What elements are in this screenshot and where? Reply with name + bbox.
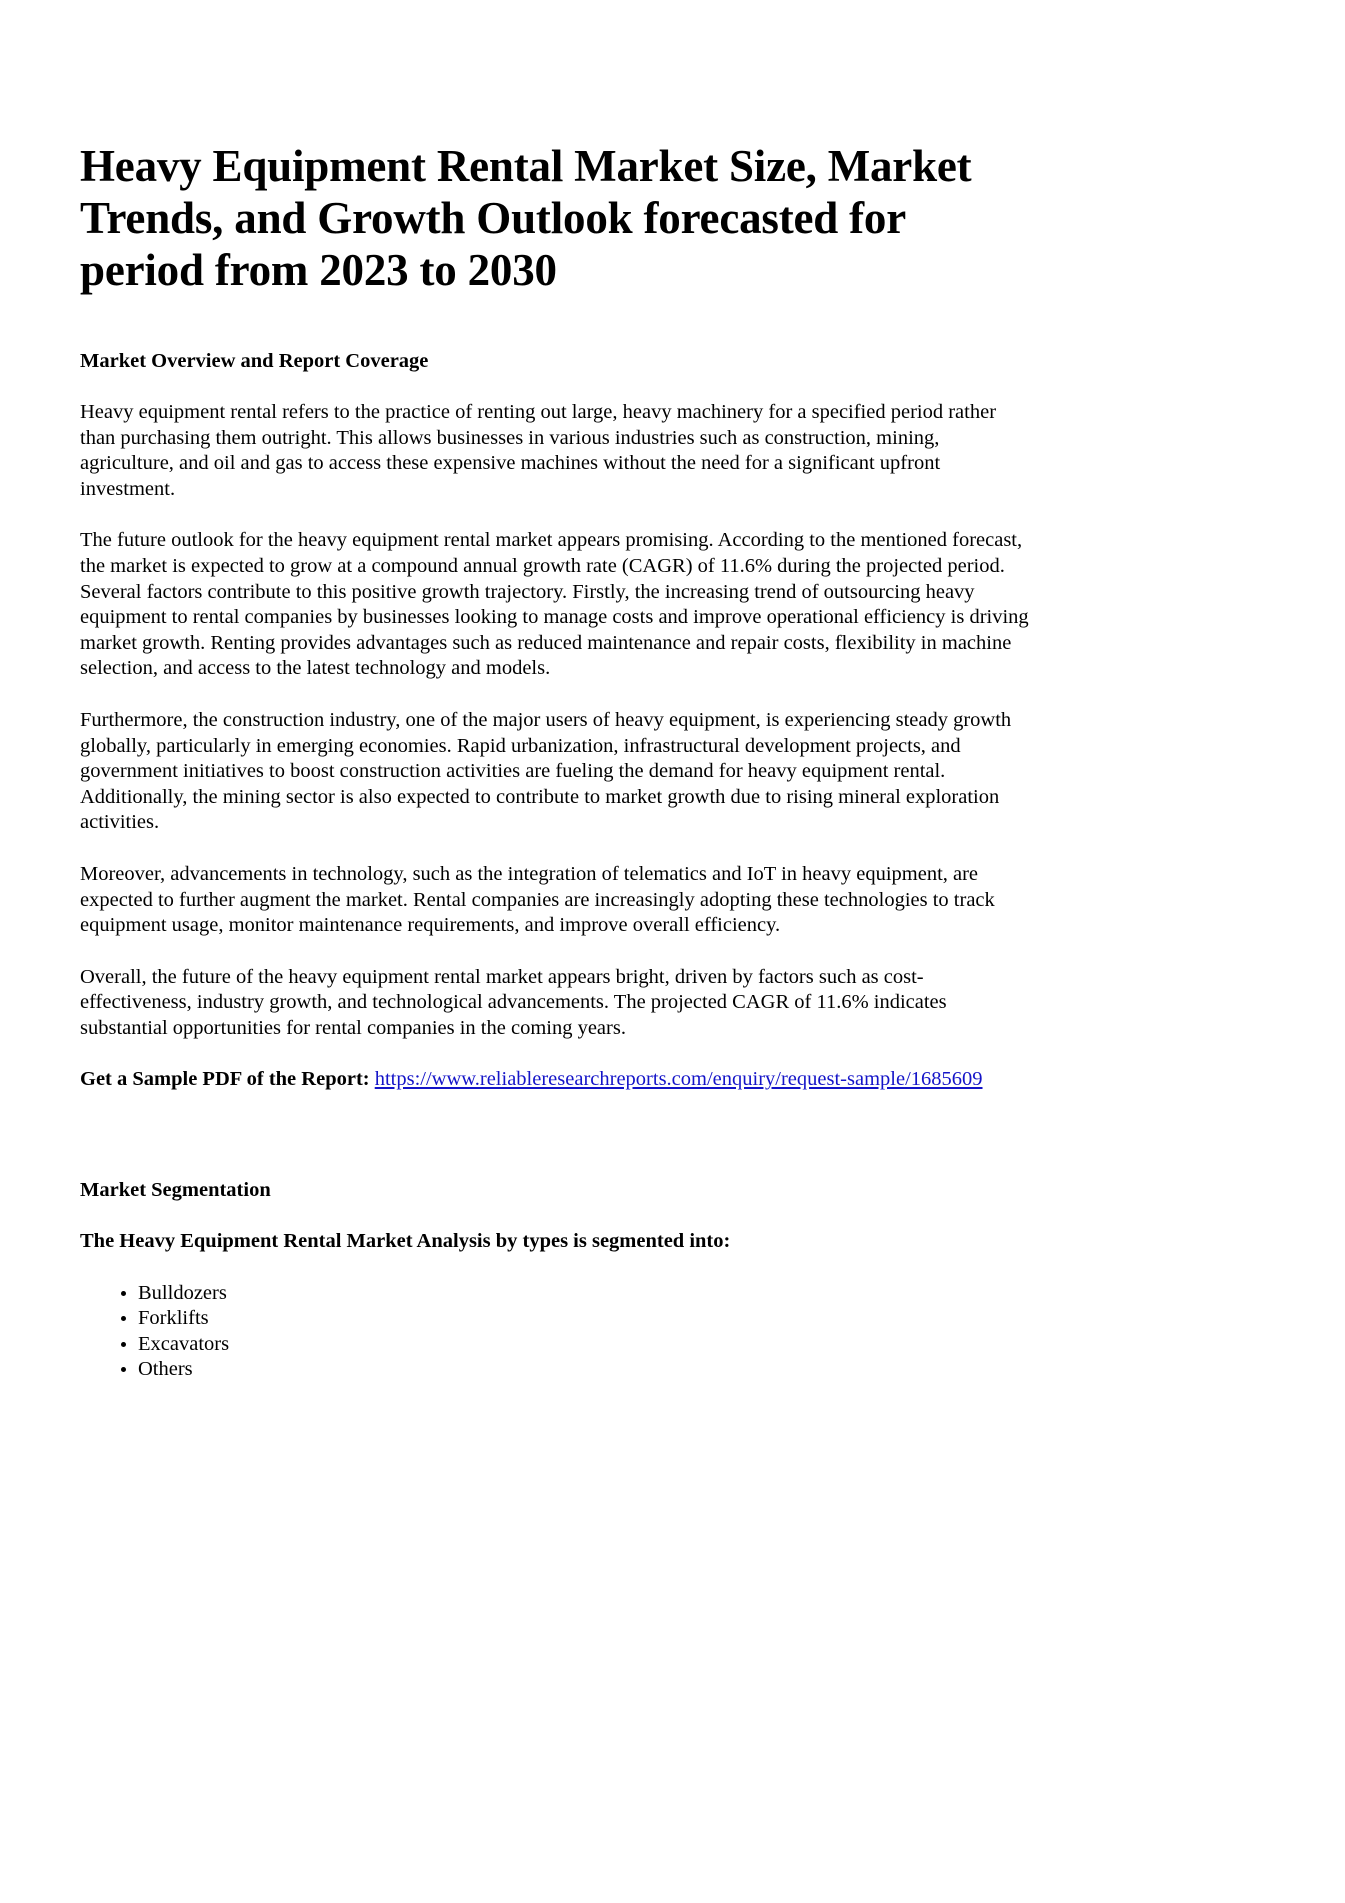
segmentation-types-lead: The Heavy Equipment Rental Market Analysis by types is segmented into: [80, 1230, 731, 1253]
sample-pdf-line [80, 1067, 1030, 1093]
paragraph-construction-industry: Furthermore, the construction industry, one of the major users of heavy equipment, is experiencing steady growth globally, particularly in emerging economies. Rapid urbanization, infrastructural development projects, and government initiatives to boost construction activities are fueling the demand for heavy equipment rental. Additionally, the mining sector is also expected to contribute to market growth due to rising mineral exploration activities. [80, 708, 1012, 834]
document-content [80, 140, 1030, 1383]
section-spacer [80, 1119, 1030, 1177]
page-title: Heavy Equipment Rental Market Size, Market Trends, and Growth Outlook forecasted for period from 2023 to 2030 [80, 141, 972, 295]
sample-pdf-label: Get a Sample PDF of the Report: [80, 1068, 370, 1091]
paragraph-market-definition: Heavy equipment rental refers to the practice of renting out large, heavy machinery for a specified period rather than purchasing them outright. This allows businesses in various industries such as construction, mining, agriculture, and oil and gas to access these expensive machines without the need for a significant upfront investment. [80, 401, 997, 500]
list-item: • Forklifts [138, 1306, 1030, 1332]
segmentation-types-list [80, 1281, 1030, 1383]
list-item: • Others [138, 1357, 1030, 1383]
section-heading-market-segmentation: Market Segmentation [80, 1179, 271, 1202]
paragraph-future-outlook: The future outlook for the heavy equipment rental market appears promising. According to the mentioned forecast, the market is expected to grow at a compound annual growth rate (CAGR) of 11.6% during the projected period. Several factors contribute to this positive growth trajectory. Firstly, the increasing trend of outsourcing heavy equipment to rental companies by businesses looking to manage costs and improve operational efficiency is driving market growth. Renting provides advantages such as reduced maintenance and repair costs, flexibility in machine selection, and access to the latest technology and models. [80, 529, 1029, 680]
section-heading-market-overview: Market Overview and Report Coverage [80, 350, 429, 372]
paragraph-overall-summary: Overall, the future of the heavy equipment rental market appears bright, driven by factors such as cost-effectiveness, industry growth, and technological advancements. The projected CAGR of 11.6% indicates substantial opportunities for rental companies in the coming years. [80, 965, 947, 1039]
paragraph-technology-advancements: Moreover, advancements in technology, such as the integration of telematics and IoT in heavy equipment, are expected to further augment the market. Rental companies are increasingly adopting these technologies to track equipment usage, monitor maintenance requirements, and improve overall efficiency. [80, 862, 995, 937]
list-item: • Excavators [138, 1332, 1030, 1358]
list-item: • Bulldozers [138, 1281, 1030, 1307]
request-sample-link[interactable]: https://www.reliableresearchreports.com/enquiry/request-sample/1685609 [374, 1068, 983, 1091]
